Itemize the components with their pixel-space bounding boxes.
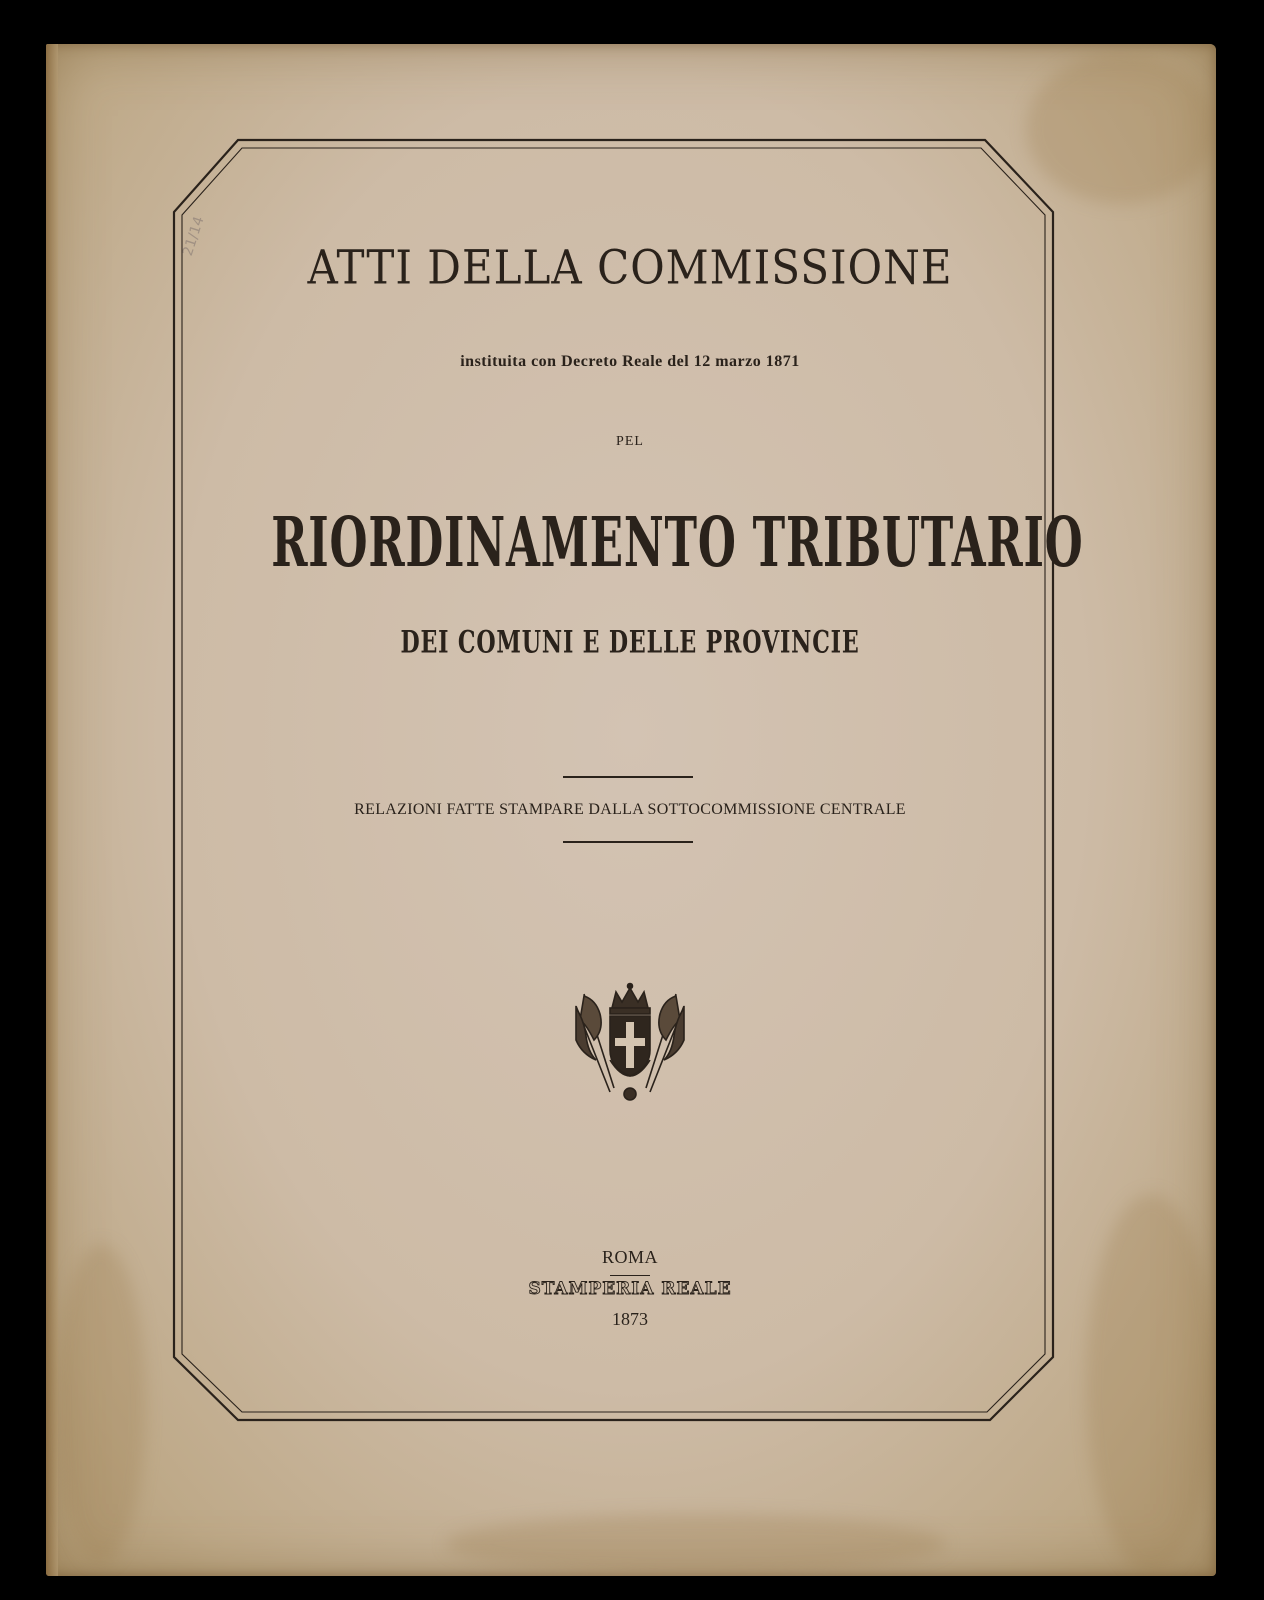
imprint-rule: [610, 1275, 650, 1276]
pel-line: PEL: [616, 434, 644, 449]
imprint-city: ROMA: [601, 1247, 658, 1267]
coat-of-arms-icon: [570, 980, 690, 1110]
imprint-year: 1873: [612, 1309, 648, 1329]
rule-top: [563, 776, 693, 778]
main-title: RIORDINAMENTO TRIBUTARIO: [271, 502, 1084, 584]
subtitle: DEI COMUNI E DELLE PROVINCIE: [400, 624, 860, 661]
rule-bottom: [563, 841, 693, 843]
pencil-marking: 21/14: [179, 214, 208, 258]
relazioni-line: RELAZIONI FATTE STAMPARE DALLA SOTTOCOMMISSIONE CENTRALE: [354, 801, 906, 818]
heading-atti-della-commissione: ATTI DELLA COMMISSIONE: [307, 240, 953, 295]
decree-line: instituita con Decreto Reale del 12 marzo 1871: [460, 353, 800, 370]
imprint-printer: STAMPERIA REALE: [528, 1279, 732, 1299]
